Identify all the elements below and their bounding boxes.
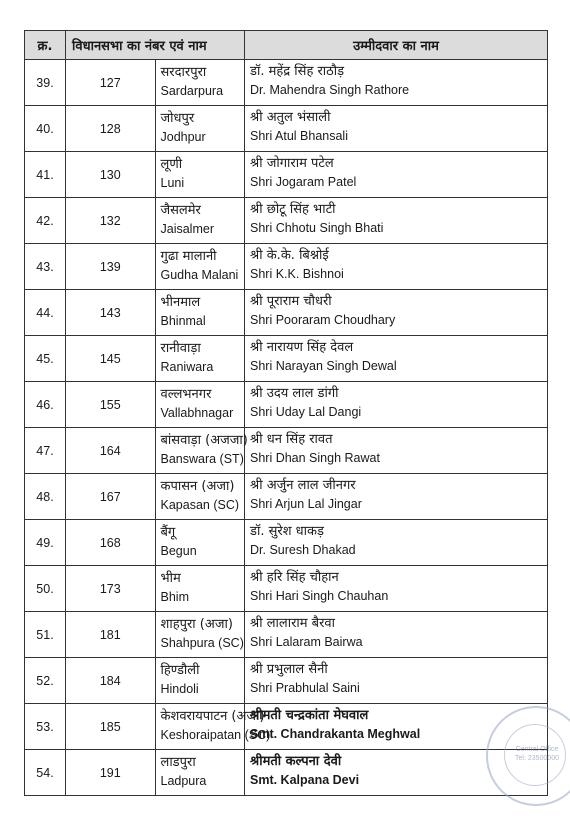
table-row — [25, 198, 548, 244]
constituency-name-english: Vallabhnagar — [160, 406, 234, 420]
row-constituency-code: 164 — [66, 428, 156, 474]
candidate-name-english: Smt. Kalpana Devi — [250, 773, 360, 787]
table-row — [25, 750, 548, 796]
row-candidate — [245, 382, 548, 428]
row-constituency — [155, 474, 245, 520]
constituency-name-english: Luni — [160, 176, 185, 190]
table-row — [25, 244, 548, 290]
constituency-name-english: Shahpura (SC) — [160, 636, 244, 650]
table-row — [25, 612, 548, 658]
candidate-name-english: Shri K.K. Bishnoi — [250, 267, 344, 281]
constituency-name-hindi: भीनमाल — [160, 295, 201, 310]
row-candidate — [245, 290, 548, 336]
row-constituency — [155, 244, 245, 290]
candidate-name-english: Shri Pooraram Choudhary — [250, 313, 396, 327]
header-candidate: उम्मीदवार का नाम — [245, 31, 548, 60]
candidate-name-hindi: श्रीमती कल्पना देवी — [250, 754, 342, 769]
constituency-name-hindi: लूणी — [160, 157, 183, 172]
candidate-name-hindi: श्री लालाराम बैरवा — [250, 616, 335, 631]
row-serial-number: 45. — [25, 336, 66, 382]
row-constituency — [155, 704, 271, 750]
candidate-name-hindi: श्री के.के. बिश्नोई — [250, 248, 329, 263]
constituency-name-english: Bhinmal — [160, 314, 206, 328]
row-constituency-code: 168 — [66, 520, 156, 566]
candidate-name-hindi: श्री नारायण सिंह देवल — [250, 340, 354, 355]
constituency-name-english: Jaisalmer — [160, 222, 214, 236]
row-candidate — [245, 658, 548, 704]
row-serial-number: 48. — [25, 474, 66, 520]
candidate-name-english: Dr. Mahendra Singh Rathore — [250, 83, 410, 97]
row-constituency-code: 185 — [66, 704, 156, 750]
row-serial-number: 40. — [25, 106, 66, 152]
candidate-name-hindi: डॉ. सुरेश धाकड़ — [250, 524, 324, 539]
constituency-name-hindi: बांसवाड़ा (अजजा) — [160, 433, 248, 448]
candidate-name-english: Shri Lalaram Bairwa — [250, 635, 363, 649]
constituency-name-hindi: लाडपुरा — [160, 755, 196, 770]
row-constituency-code: 181 — [66, 612, 156, 658]
candidate-name-hindi: श्री पूराराम चौधरी — [250, 294, 332, 309]
constituency-name-hindi: रानीवाड़ा — [160, 341, 201, 356]
candidate-name-english: Smt. Chandrakanta Meghwal — [250, 727, 421, 741]
constituency-name-hindi: केशवरायपाटन (अजा) — [160, 709, 265, 724]
candidate-name-hindi: श्री अर्जुन लाल जीनगर — [250, 478, 356, 493]
candidate-name-english: Shri Prabhulal Saini — [250, 681, 360, 695]
row-constituency — [155, 750, 245, 796]
row-candidate — [245, 428, 548, 474]
constituency-name-english: Hindoli — [160, 682, 199, 696]
constituency-name-hindi: हिण्डौली — [160, 663, 200, 678]
constituency-name-english: Begun — [160, 544, 197, 558]
header-constituency: विधानसभा का नंबर एवं नाम — [66, 31, 245, 60]
row-candidate — [245, 474, 548, 520]
candidate-name-english: Shri Dhan Singh Rawat — [250, 451, 380, 465]
table-row — [25, 60, 548, 106]
constituency-name-hindi: वल्लभनगर — [160, 387, 212, 402]
seal-text — [511, 745, 563, 763]
candidate-name-english: Shri Jogaram Patel — [250, 175, 357, 189]
row-candidate — [245, 60, 548, 106]
constituency-name-hindi: भीम — [160, 571, 181, 586]
candidate-name-hindi: डॉ. महेंद्र सिंह राठौड़ — [250, 64, 345, 79]
row-constituency — [155, 382, 245, 428]
row-candidate — [245, 612, 548, 658]
candidate-list-page — [24, 30, 548, 796]
seal-line-1: Central Office — [515, 746, 559, 753]
constituency-name-hindi: जोधपुर — [160, 111, 195, 126]
constituency-name-english: Ladpura — [160, 774, 207, 788]
table-row — [25, 566, 548, 612]
candidate-table — [24, 30, 548, 796]
table-row — [25, 106, 548, 152]
candidate-name-hindi: श्री हरि सिंह चौहान — [250, 570, 339, 585]
table-row — [25, 658, 548, 704]
row-constituency-code: 173 — [66, 566, 156, 612]
candidate-name-hindi: श्रीमती चन्द्रकांता मेघवाल — [250, 708, 369, 723]
candidate-name-hindi: श्री धन सिंह रावत — [250, 432, 333, 447]
row-constituency — [155, 290, 245, 336]
candidate-name-english: Shri Atul Bhansali — [250, 129, 348, 143]
candidate-name-english: Shri Hari Singh Chauhan — [250, 589, 389, 603]
candidate-name-english: Shri Uday Lal Dangi — [250, 405, 362, 419]
header-serial-number: क्र. — [25, 31, 66, 60]
table-header-row — [25, 31, 548, 60]
row-candidate — [245, 106, 548, 152]
table-row — [25, 520, 548, 566]
row-serial-number: 47. — [25, 428, 66, 474]
row-constituency-code: 155 — [66, 382, 156, 428]
row-constituency-code: 132 — [66, 198, 156, 244]
candidate-name-hindi: श्री छोटू सिंह भाटी — [250, 202, 336, 217]
row-constituency-code: 143 — [66, 290, 156, 336]
row-constituency-code: 130 — [66, 152, 156, 198]
constituency-name-hindi: सरदारपुरा — [160, 65, 207, 80]
row-constituency — [155, 336, 245, 382]
row-candidate — [245, 566, 548, 612]
constituency-name-english: Keshoraipatan (SC) — [160, 728, 271, 742]
row-candidate — [245, 244, 548, 290]
row-serial-number: 44. — [25, 290, 66, 336]
row-constituency-code: 127 — [66, 60, 156, 106]
constituency-name-english: Jodhpur — [160, 130, 206, 144]
constituency-name-english: Raniwara — [160, 360, 214, 374]
row-constituency-code: 145 — [66, 336, 156, 382]
row-constituency-code: 139 — [66, 244, 156, 290]
row-serial-number: 42. — [25, 198, 66, 244]
candidate-name-english: Shri Chhotu Singh Bhati — [250, 221, 384, 235]
row-serial-number: 51. — [25, 612, 66, 658]
constituency-name-english: Gudha Malani — [160, 268, 239, 282]
row-constituency — [155, 198, 245, 244]
row-candidate — [245, 336, 548, 382]
row-candidate — [245, 198, 548, 244]
candidate-name-hindi: श्री उदय लाल डांगी — [250, 386, 339, 401]
row-constituency — [155, 152, 245, 198]
table-row — [25, 336, 548, 382]
row-serial-number: 43. — [25, 244, 66, 290]
constituency-name-hindi: शाहपुरा (अजा) — [160, 617, 233, 632]
row-serial-number: 52. — [25, 658, 66, 704]
candidate-name-english: Dr. Suresh Dhakad — [250, 543, 356, 557]
constituency-name-hindi: कपासन (अजा) — [160, 479, 235, 494]
row-constituency — [155, 106, 245, 152]
row-candidate — [245, 520, 548, 566]
constituency-name-hindi: बैंगू — [160, 525, 176, 540]
constituency-name-english: Banswara (ST) — [160, 452, 244, 466]
table-row — [25, 428, 548, 474]
row-constituency-code: 128 — [66, 106, 156, 152]
constituency-name-hindi: गुढा मालानी — [160, 249, 217, 264]
table-row — [25, 474, 548, 520]
seal-line-2: Tel: 23500000 — [515, 755, 559, 762]
constituency-name-hindi: जैसलमेर — [160, 203, 201, 218]
table-row — [25, 152, 548, 198]
candidate-name-english: Shri Arjun Lal Jingar — [250, 497, 362, 511]
candidate-name-hindi: श्री अतुल भंसाली — [250, 110, 331, 125]
row-serial-number: 39. — [25, 60, 66, 106]
table-row — [25, 382, 548, 428]
row-constituency-code: 191 — [66, 750, 156, 796]
row-constituency — [155, 612, 245, 658]
row-serial-number: 50. — [25, 566, 66, 612]
row-constituency — [155, 520, 245, 566]
table-body — [25, 60, 548, 796]
row-constituency — [155, 658, 245, 704]
table-row — [25, 290, 548, 336]
row-constituency — [155, 60, 245, 106]
table-row — [25, 704, 548, 750]
candidate-name-english: Shri Narayan Singh Dewal — [250, 359, 397, 373]
row-candidate — [245, 152, 548, 198]
candidate-name-hindi: श्री प्रभुलाल सैनी — [250, 662, 328, 677]
constituency-name-english: Bhim — [160, 590, 189, 604]
row-serial-number: 53. — [25, 704, 66, 750]
row-constituency-code: 167 — [66, 474, 156, 520]
constituency-name-english: Kapasan (SC) — [160, 498, 240, 512]
row-serial-number: 49. — [25, 520, 66, 566]
row-constituency-code: 184 — [66, 658, 156, 704]
row-constituency — [155, 428, 248, 474]
row-constituency — [155, 566, 245, 612]
seal-inner-ring — [504, 724, 566, 786]
row-serial-number: 46. — [25, 382, 66, 428]
constituency-name-english: Sardarpura — [160, 84, 224, 98]
candidate-name-hindi: श्री जोगाराम पटेल — [250, 156, 334, 171]
row-serial-number: 41. — [25, 152, 66, 198]
row-serial-number: 54. — [25, 750, 66, 796]
